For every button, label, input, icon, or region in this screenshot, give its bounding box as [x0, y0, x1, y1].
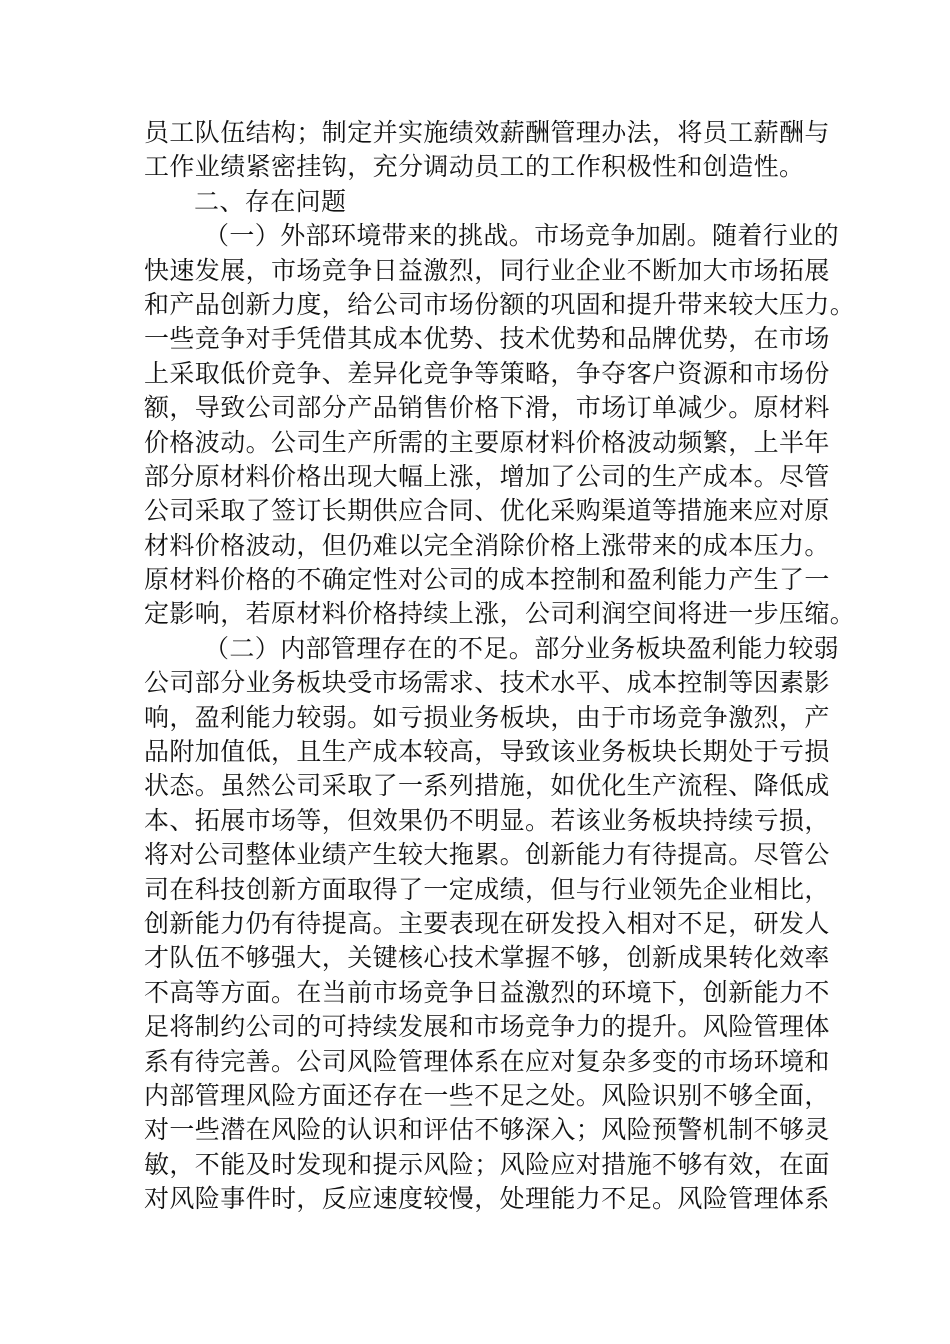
paragraph-line: 创新能力仍有待提高。主要表现在研发投入相对不足，研发人 [144, 908, 830, 938]
paragraph-line: 额，导致公司部分产品销售价格下滑，市场订单减少。原材料 [144, 393, 830, 423]
paragraph-line: 部分原材料价格出现大幅上涨，增加了公司的生产成本。尽管 [144, 461, 830, 491]
paragraph-line: 状态。虽然公司采取了一系列措施，如优化生产流程、降低成 [144, 771, 830, 801]
subsection-heading-line: （二）内部管理存在的不足。部分业务板块盈利能力较弱 [204, 633, 840, 663]
document-body [144, 116, 856, 1217]
paragraph-line: 司在科技创新方面取得了一定成绩，但与行业领先企业相比， [144, 874, 830, 904]
paragraph-line: 上采取低价竞争、差异化竞争等策略，争夺客户资源和市场份 [144, 358, 830, 388]
paragraph-line: 一些竞争对手凭借其成本优势、技术优势和品牌优势，在市场 [144, 324, 830, 354]
paragraph-line: 公司采取了签订长期供应合同、优化采购渠道等措施来应对原 [144, 496, 830, 526]
paragraph-line: 对风险事件时，反应速度较慢，处理能力不足。风险管理体系 [144, 1184, 830, 1214]
paragraph-line: 系有待完善。公司风险管理体系在应对复杂多变的市场环境和 [144, 1046, 830, 1076]
paragraph-line: 快速发展，市场竞争日益激烈，同行业企业不断加大市场拓展 [144, 255, 830, 285]
paragraph-line: 敏，不能及时发现和提示风险；风险应对措施不够有效，在面 [144, 1149, 830, 1179]
paragraph-line: 原材料价格的不确定性对公司的成本控制和盈利能力产生了一 [144, 565, 830, 595]
paragraph-line: 不高等方面。在当前市场竞争日益激烈的环境下，创新能力不 [144, 977, 830, 1007]
section-heading: 二、存在问题 [194, 186, 347, 216]
paragraph-line: 本、拓展市场等，但效果仍不明显。若该业务板块持续亏损， [144, 805, 830, 835]
paragraph-line: 响，盈利能力较弱。如亏损业务板块，由于市场竞争激烈，产 [144, 702, 830, 732]
paragraph-line: 将对公司整体业绩产生较大拖累。创新能力有待提高。尽管公 [144, 840, 830, 870]
paragraph-line: 内部管理风险方面还存在一些不足之处。风险识别不够全面， [144, 1080, 830, 1110]
subsection-heading-line: （一）外部环境带来的挑战。市场竞争加剧。随着行业的 [204, 221, 840, 251]
paragraph-line: 价格波动。公司生产所需的主要原材料价格波动频繁，上半年 [144, 427, 830, 457]
paragraph-line: 公司部分业务板块受市场需求、技术水平、成本控制等因素影 [144, 668, 830, 698]
paragraph-line: 才队伍不够强大，关键核心技术掌握不够，创新成果转化效率 [144, 943, 830, 973]
paragraph-line: 定影响，若原材料价格持续上涨，公司利润空间将进一步压缩。 [144, 599, 856, 629]
paragraph-line: 员工队伍结构；制定并实施绩效薪酬管理办法，将员工薪酬与 [144, 118, 830, 147]
paragraph-line: 和产品创新力度，给公司市场份额的巩固和提升带来较大压力。 [144, 289, 856, 319]
paragraph-line: 材料价格波动，但仍难以完全消除价格上涨带来的成本压力。 [144, 530, 830, 560]
paragraph-line: 工作业绩紧密挂钩，充分调动员工的工作积极性和创造性。 [144, 152, 805, 182]
paragraph-line: 对一些潜在风险的认识和评估不够深入；风险预警机制不够灵 [144, 1115, 830, 1145]
paragraph-line: 足将制约公司的可持续发展和市场竞争力的提升。风险管理体 [144, 1012, 830, 1042]
paragraph-line: 品附加值低，且生产成本较高，导致该业务板块长期处于亏损 [144, 737, 830, 767]
